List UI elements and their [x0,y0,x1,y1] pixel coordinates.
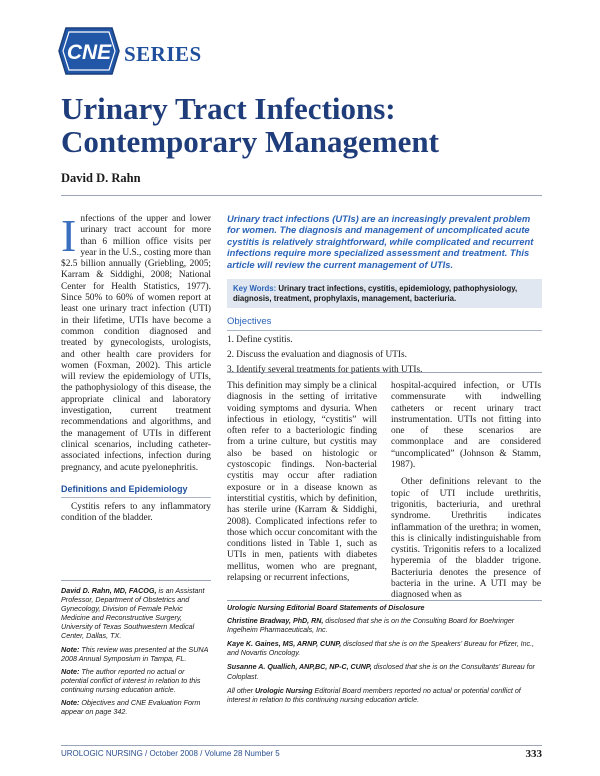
objective-item: 1. Define cystitis. [227,335,293,345]
right-column [391,381,541,602]
article-title: Urinary Tract Infections: Contemporary Management [61,91,439,159]
drop-cap: I [61,210,77,261]
body-paragraph: hospital-acquired infection, or UTIs commensurate with indwelling catheters or recent urinary tract instrumentation. UTIs not fitting into one of these scenarios are commonplace and are considered “uncomplicated” (Johnson & Stamm, 1987). [391,381,541,471]
objectives-heading: Objectives [227,316,542,331]
body-paragraph: This definition may simply be a clinical diagnosis in the setting of irritative voiding symptoms and dysuria. When infectious in etiology, “cystitis” will often refer to a bacteriologic finding from a urine culture, but cystitis may also be based on histologic or cystoscopic findings. Non-bacterial cystitis may occur after radiation exposure or in a disease known as interstitial cystitis, which by definition, has sterile urine (Karram & Siddighi, 2008). Complicated infections refer to those which occur concomitant with the conditions listed in Table 1, such as UTIs in men, patients with diabetes mellitus, women who are pregnant, relapsing or recurrent infections, [227,381,377,584]
objective-item: 3. Identify several treatments for patients with UTIs. [227,365,423,375]
divider [61,745,542,746]
objectives [227,316,542,376]
disclosure-entry: Christine Bradway, PhD, RN, disclosed that she is on the Consulting Board for Boehringer Ingelheim Pharmaceuticals, Inc. [227,617,515,635]
divider [227,372,542,373]
footer-citation: UROLOGIC NURSING / October 2008 / Volume 28 Number 5 [61,749,280,758]
article-author: David D. Rahn [61,171,141,185]
keywords-box [227,279,542,308]
disclosure-heading: Urologic Nursing Editorial Board Statements of Disclosure [227,604,425,612]
intro-paragraph: Infections of the upper and lower urinary tract account for more than 6 million office visits per year in the U.S., costing more than $2.5 billion annually (Griebling, 2005; Karram & Siddighi, 2008; National Center for Health Statistics, 1977). Since 50% to 60% of women report at least one urinary tract infection (UTI) in their lifetime, UTIs have become a common condition diagnosed and treated by gynecologists, urologists, and other health care providers for women (Foxman, 2002). This article will review the epidemiology of UTIs, the pathophysiology of this disease, the appropriate clinical and laboratory investigation, current treatment recommendations and algorithms, and the management of UTIs in different clinical scenarios, including catheter-associated infections, infection during pregnancy, and acute pyelonephritis. [61,210,211,473]
cne-series-logo [58,24,258,76]
series-label: SERIES [124,42,202,66]
divider [61,195,542,196]
disclosure-closing: All other Urologic Nursing Editorial Board members reported no actual or potential conflict of interest in relation to this continuing nursing education article. [227,686,521,704]
keywords-text: Urinary tract infections, cystitis, epidemiology, pathophysiology, diagnosis, treatment, prophylaxis, management, bacteriuria. [233,284,518,303]
keywords-label: Key Words: [233,284,277,293]
body-paragraph: Cystitis refers to any inflammatory condition of the bladder. [61,502,211,524]
disclosure-box [227,604,542,710]
divider [227,600,542,601]
left-column [61,210,211,525]
page-number: 333 [525,748,542,760]
divider [61,580,211,581]
logo-text: CNE [66,41,112,64]
abstract: Urinary tract infections (UTIs) are an increasingly prevalent problem for women. The diagnosis and management of uncomplicated acute cystitis is relatively straightforward, while complicated and recurrent infections require more specialized assessment and treatment. This article will review the current management of UTIs. [227,213,534,270]
body-paragraph: Other definitions relevant to the topic of UTI include urethritis, trigonitis, bacteriuria, and urethral syndrome. Urethritis indicates inflammation of the urethra; in women, this is clinically indistinguishable from cystitis. Trigonitis refers to a localized hyperemia of the bladder trigone. Bacteriuria denotes the presence of bacteria in the urine. A UTI may be diagnosed when as [391,477,541,601]
middle-column [227,381,377,584]
objective-item: 2. Discuss the evaluation and diagnosis of UTIs. [227,350,407,360]
cne-badge-icon [58,26,120,76]
section-heading: Definitions and Epidemiology [61,484,211,498]
disclosure-entry: Kaye K. Gaines, MS, ARNP, CUNP, disclosed that she is on the Speakers’ Bureau for Pfizer, Inc., and Novartis Oncology. [227,640,535,658]
disclosure-entry: Susanne A. Quallich, ANP,BC, NP-C, CUNP, disclosed that she is on the Consultants’ Bureau for Coloplast. [227,663,535,681]
author-bio: David D. Rahn, MD, FACOG, is an Assistant Professor, Department of Obstetrics and Gynecology, Division of Female Pelvic Medicine and Reconstructive Surgery, University of Texas Southwestern Medical Center, Dallas, TX. Note: This review was presented at the SUNA 2008 Annual Symposium in Tampa, FL. Note: The author reported no actual or potential conflict of interest in relation to this continuing nursing education article. Note: Objectives and CNE Evaluation Form appear on page 342. [61,586,209,717]
